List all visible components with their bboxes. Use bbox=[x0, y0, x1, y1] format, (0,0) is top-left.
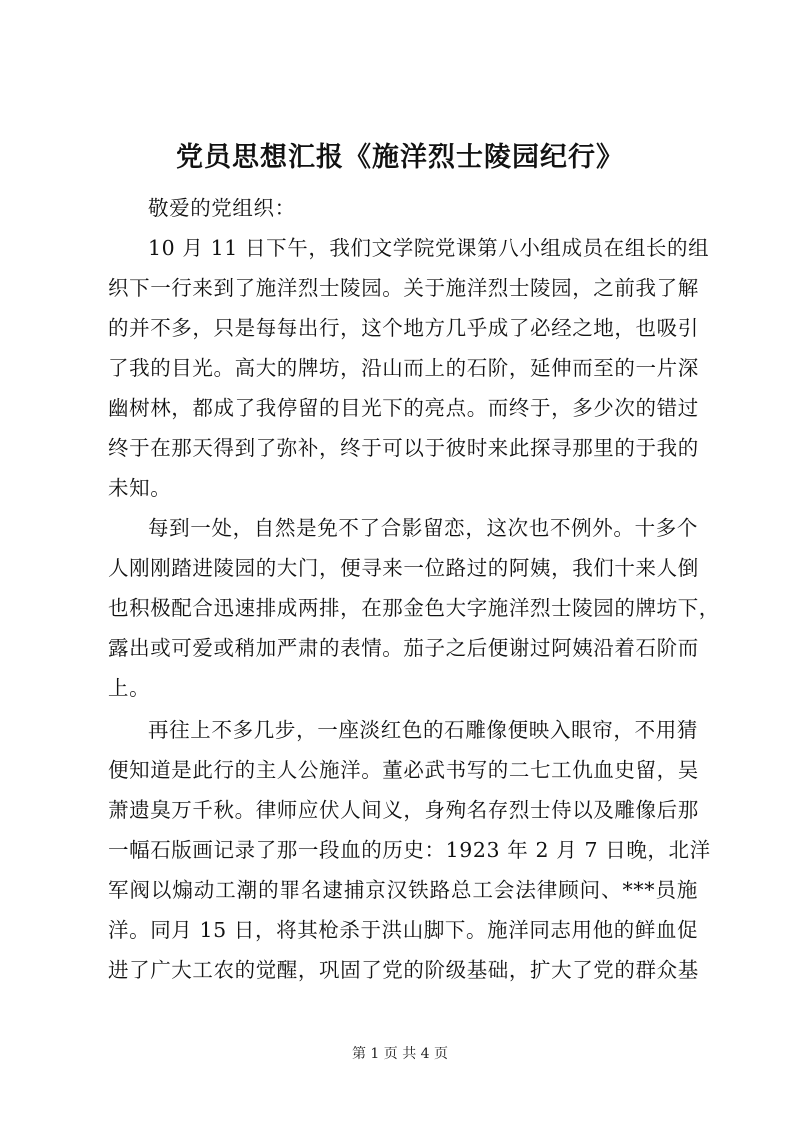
paragraph-3-line-4: 一幅石版画记录了那一段血的历史：1923 年 2 月 7 日晚，北洋 bbox=[108, 838, 711, 862]
paragraph-2-line-4: 露出或可爱或稍加严肃的表情。茄子之后便谢过阿姨沿着石阶而 bbox=[108, 636, 699, 660]
salutation: 敬爱的党组织： bbox=[148, 196, 296, 220]
document-title: 党员思想汇报《施洋烈士陵园纪行》 bbox=[176, 142, 624, 173]
paragraph-2-line-3: 也积极配合迅速排成两排，在那金色大字施洋烈士陵园的牌坊下， bbox=[108, 596, 720, 620]
page-number-footer: 第 1 页 共 4 页 bbox=[351, 1046, 449, 1062]
paragraph-3-line-1: 再往上不多几步，一座淡红色的石雕像便映入眼帘，不用猜 bbox=[148, 718, 698, 742]
paragraph-1-line-2: 织下一行来到了施洋烈士陵园。关于施洋烈士陵园，之前我了解 bbox=[108, 276, 699, 300]
paragraph-3-line-6: 洋。同月 15 日，将其枪杀于洪山脚下。施洋同志用他的鲜血促 bbox=[108, 918, 699, 942]
paragraph-1-line-4: 了我的目光。高大的牌坊，沿山而上的石阶，延伸而至的一片深 bbox=[108, 356, 699, 380]
paragraph-1-line-3: 的并不多，只是每每出行，这个地方几乎成了必经之地，也吸引 bbox=[108, 316, 699, 340]
paragraph-2-line-2: 人刚刚踏进陵园的大门，便寻来一位路过的阿姨，我们十来人倒 bbox=[108, 556, 699, 580]
paragraph-3-line-7: 进了广大工农的觉醒，巩固了党的阶级基础，扩大了党的群众基 bbox=[108, 958, 699, 982]
paragraph-3-line-3: 萧遗臭万千秋。律师应伏人间义，身殉名存烈士侍以及雕像后那 bbox=[108, 798, 699, 822]
paragraph-2-line-5: 上。 bbox=[108, 676, 151, 700]
paragraph-1-line-6: 终于在那天得到了弥补，终于可以于彼时来此探寻那里的于我的 bbox=[108, 436, 699, 460]
paragraph-1-line-1: 10 月 11 日下午，我们文学院党课第八小组成员在组长的组 bbox=[148, 236, 710, 260]
paragraph-3-line-5: 军阀以煽动工潮的罪名逮捕京汉铁路总工会法律顾问、***员施 bbox=[108, 878, 698, 902]
paragraph-2-line-1: 每到一处，自然是免不了合影留恋，这次也不例外。十多个 bbox=[148, 516, 698, 540]
paragraph-3-line-2: 便知道是此行的主人公施洋。董必武书写的二七工仇血史留，吴 bbox=[108, 758, 699, 782]
paragraph-1-line-5: 幽树林，都成了我停留的目光下的亮点。而终于，多少次的错过 bbox=[108, 396, 699, 420]
paragraph-1-line-7: 未知。 bbox=[108, 476, 172, 500]
